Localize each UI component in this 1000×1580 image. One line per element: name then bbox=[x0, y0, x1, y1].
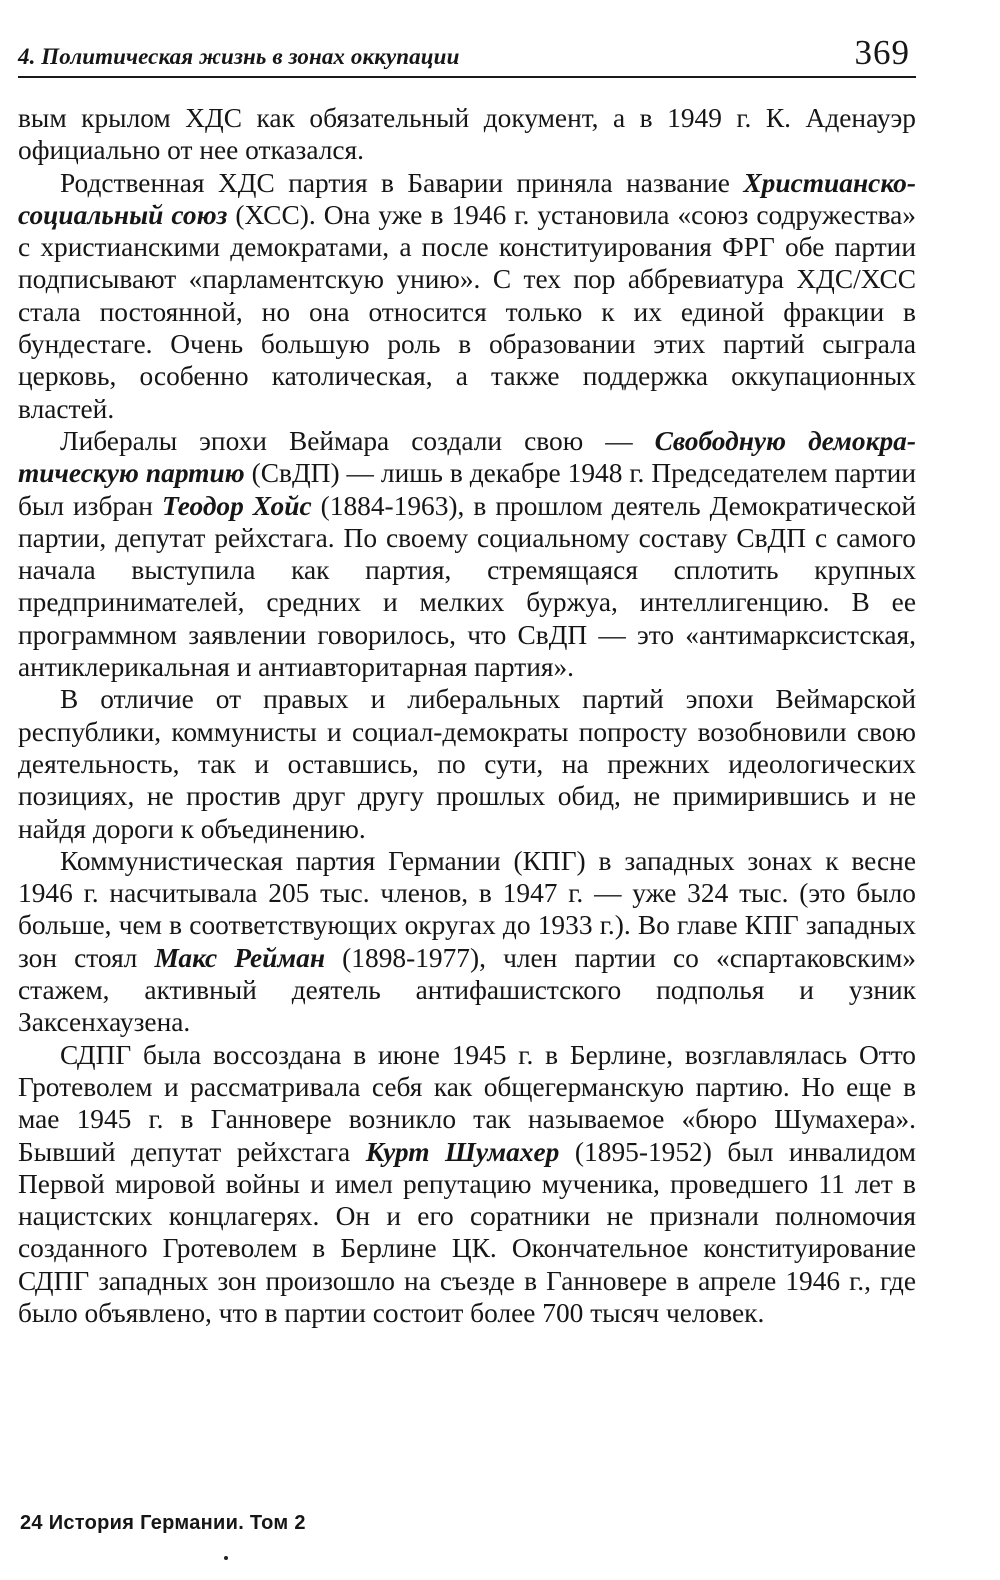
text-run: В отличие от правых и либеральных партий эпохи Веймарской республики, коммунисты и социал-демократы попросту возобновили свою деятельность, так и оставшись, по сути, на прежних идеологических позициях, не простив друг другу прошлых обид, не примирившись и не найдя дороги к объединению. bbox=[18, 684, 916, 844]
emphasized-term: Курт Шумахер bbox=[365, 1136, 560, 1167]
text-run: Коммунистическая партия Германии (КПГ) в западных зонах к весне 1946 г. насчитывала 205 тыс. членов, в 1947 г. — уже 324 тыс. (это было больше, чем в соответствующих округах до 1933 г.). Во главе КПГ западных зон стоял bbox=[18, 845, 916, 973]
printer-signature: 24 История Германии. Том 2 bbox=[20, 1512, 306, 1534]
paragraph bbox=[18, 425, 916, 683]
body-text bbox=[18, 102, 916, 1329]
emphasized-term: Макс Рейман bbox=[154, 942, 326, 973]
paragraph bbox=[18, 102, 916, 167]
paragraph bbox=[18, 1039, 916, 1330]
emphasized-term: Теодор Хойс bbox=[161, 490, 312, 521]
text-run: вым крылом ХДС как обязательный документ, а в 1949 г. К. Аденауэр официально от нее отказался. bbox=[18, 103, 916, 166]
text-run: СДПГ была воссоздана в июне 1945 г. в Берлине, возглавлялась Отто Гротеволем и рассматривала себя как общегерманскую партию. Но еще в мае 1945 г. в Ганновере возникло так называемое «бюро Шумахера». Бывший депутат рейхстага bbox=[18, 1039, 916, 1167]
print-dot-mark bbox=[224, 1556, 228, 1560]
paragraph bbox=[18, 683, 916, 844]
emphasized-term: Свободную демократическую партию bbox=[18, 425, 917, 489]
text-run: (1898-1977), член партии со «спартаковским» стажем, активный деятель антифашистского подполья и узник Заксенхаузена. bbox=[18, 942, 916, 1038]
paragraph bbox=[18, 167, 916, 425]
book-page bbox=[18, 0, 916, 1580]
paragraph bbox=[18, 845, 916, 1039]
text-run: Родственная ХДС партия в Баварии приняла название bbox=[60, 167, 744, 198]
text-run: (1895-1952) был инвалидом Первой мировой войны и имел репутацию мученика, проведшего 11 лет в нацистских концлагерях. Он и его соратники не признали полномочия созданного Гротеволем в Берлине ЦК. Окончательное конституирование СДПГ западных зон произошло на съезде в Ганновере в апреле 1946 г., где было объявлено, что в партии состоит более 700 тысяч человек. bbox=[18, 1136, 916, 1328]
chapter-title: 4. Политическая жизнь в зонах оккупации bbox=[18, 44, 460, 69]
text-run: (СвДП) — лишь в декабре 1948 г. Председателем партии был избран bbox=[18, 458, 916, 521]
page-number: 369 bbox=[854, 33, 910, 72]
emphasized-term: Христианско-социальный союз bbox=[18, 167, 916, 230]
text-run: (ХСС). Она уже в 1946 г. установила «союз содружества» с христианскими демократами, а после конституирования ФРГ обе партии подписывают «парламентскую унию». С тех пор аббревиатура ХДС/ХСС стала постоянной, но она относится только к их единой фракции в бундестаге. Очень большую роль в образовании этих партий сыграла церковь, особенно католическая, а также поддержка оккупационных властей. bbox=[18, 199, 916, 424]
running-header bbox=[18, 30, 916, 78]
text-run: Либералы эпохи Веймара создали свою — bbox=[60, 425, 655, 456]
text-run: (1884-1963), в прошлом деятель Демократической партии, депутат рейхстага. По своему социальному составу СвДП с самого начала выступила как партия, стремящаяся сплотить крупных предпринимателей, средних и мелких буржуа, интеллигенцию. В ее программном заявлении говорилось, что СвДП — это «антимарксистская, антиклерикальная и антиавторитарная партия». bbox=[18, 490, 916, 683]
